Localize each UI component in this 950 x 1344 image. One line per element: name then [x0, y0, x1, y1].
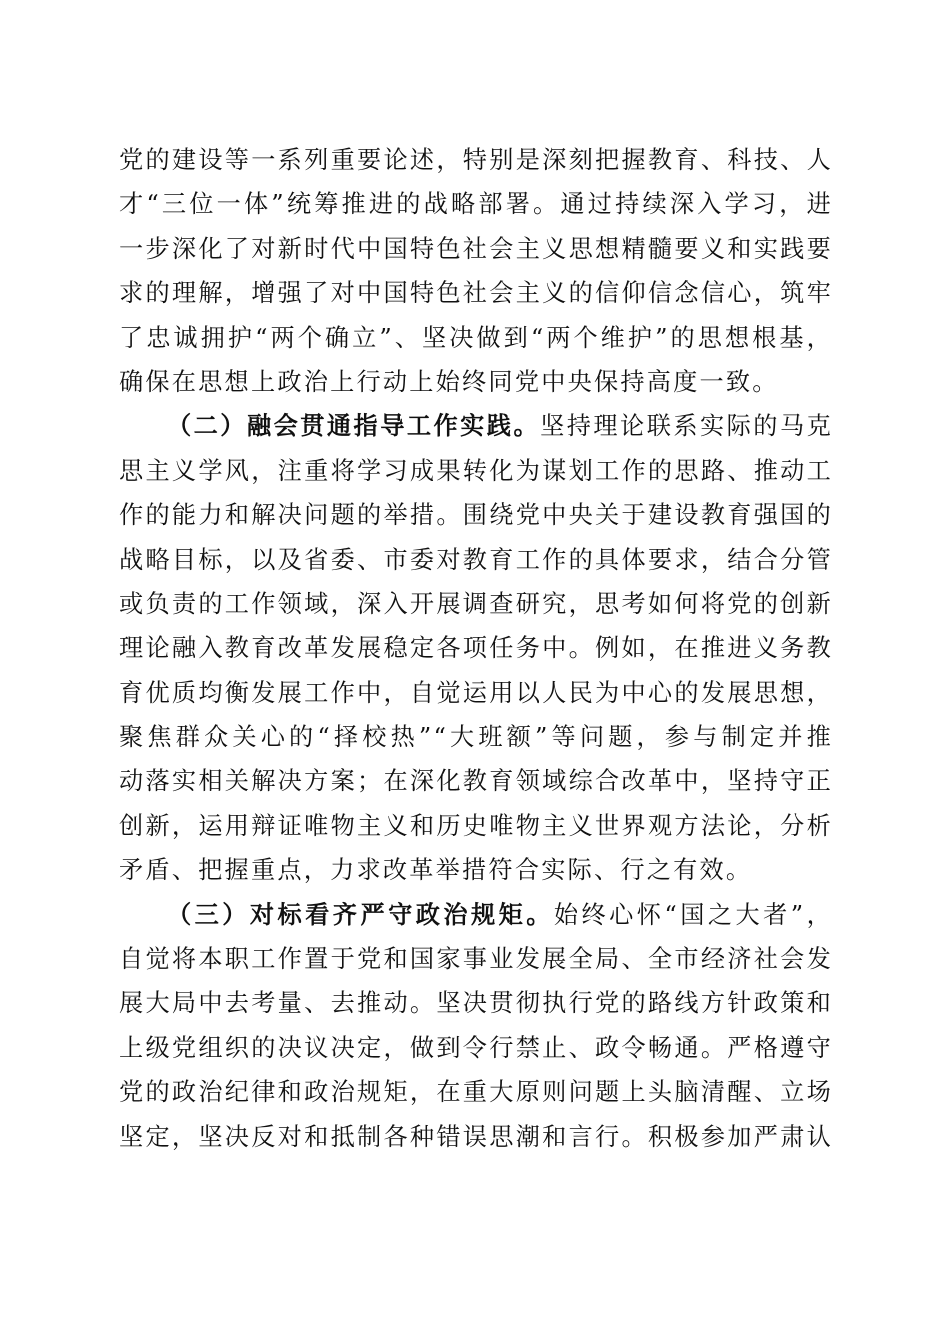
paragraph-1: [119, 138, 833, 404]
section-first-line: [119, 404, 833, 448]
text-line: 育优质均衡发展工作中，自觉运用以人民为中心的发展思想，: [119, 678, 833, 707]
text-line: 理论融入教育改革发展稳定各项任务中。例如，在推进义务教: [119, 634, 833, 663]
text-line: 党的政治纪律和政治规矩，在重大原则问题上头脑清醒、立场: [119, 1078, 833, 1107]
text-line: 确保在思想上政治上行动上始终同党中央保持高度一致。: [119, 367, 779, 396]
text-line: 作的能力和解决问题的举措。围绕党中央关于建设教育强国的: [119, 501, 833, 530]
section-heading: （二）融会贯通指导工作实践。: [167, 411, 541, 441]
text-line: 才“三位一体”统筹推进的战略部署。通过持续深入学习，进: [119, 190, 833, 219]
paragraph-section-3: [119, 893, 833, 1159]
text-line: 坚定，坚决反对和抵制各种错误思潮和言行。积极参加严肃认: [119, 1122, 833, 1151]
section-first-line-text: 坚持理论联系实际的马克: [540, 412, 833, 441]
section-first-line: [119, 893, 833, 937]
document-body: [119, 138, 833, 1159]
section-heading: （三）对标看齐严守政治规矩。: [167, 899, 554, 929]
text-line: 党的建设等一系列重要论述，特别是深刻把握教育、科技、人: [119, 146, 833, 174]
text-line: 动落实相关解决方案；在深化教育领域综合改革中，坚持守正: [119, 767, 833, 796]
text-line: 求的理解，增强了对中国特色社会主义的信仰信念信心，筑牢: [119, 279, 833, 308]
text-line: 上级党组织的决议决定，做到令行禁止、政令畅通。严格遵守: [119, 1033, 833, 1062]
text-line: 思主义学风，注重将学习成果转化为谋划工作的思路、推动工: [119, 456, 833, 485]
text-line: 战略目标，以及省委、市委对教育工作的具体要求，结合分管: [119, 545, 833, 574]
text-line: 聚焦群众关心的“择校热”“大班额”等问题，参与制定并推: [119, 723, 833, 752]
text-line: 创新，运用辩证唯物主义和历史唯物主义世界观方法论，分析: [119, 811, 833, 840]
text-line: 或负责的工作领域，深入开展调查研究，思考如何将党的创新: [119, 589, 833, 618]
paragraph-section-2: [119, 404, 833, 892]
text-line: 展大局中去考量、去推动。坚决贯彻执行党的路线方针政策和: [119, 989, 833, 1018]
text-line: 了忠诚拥护“两个确立”、坚决做到“两个维护”的思想根基，: [119, 323, 833, 352]
text-line: 一步深化了对新时代中国特色社会主义思想精髓要义和实践要: [119, 234, 833, 263]
section-first-line-text: 始终心怀“国之大者”，: [553, 900, 833, 929]
text-line: 矛盾、把握重点，力求改革举措符合实际、行之有效。: [119, 856, 753, 885]
text-line: 自觉将本职工作置于党和国家事业发展全局、全市经济社会发: [119, 945, 833, 974]
